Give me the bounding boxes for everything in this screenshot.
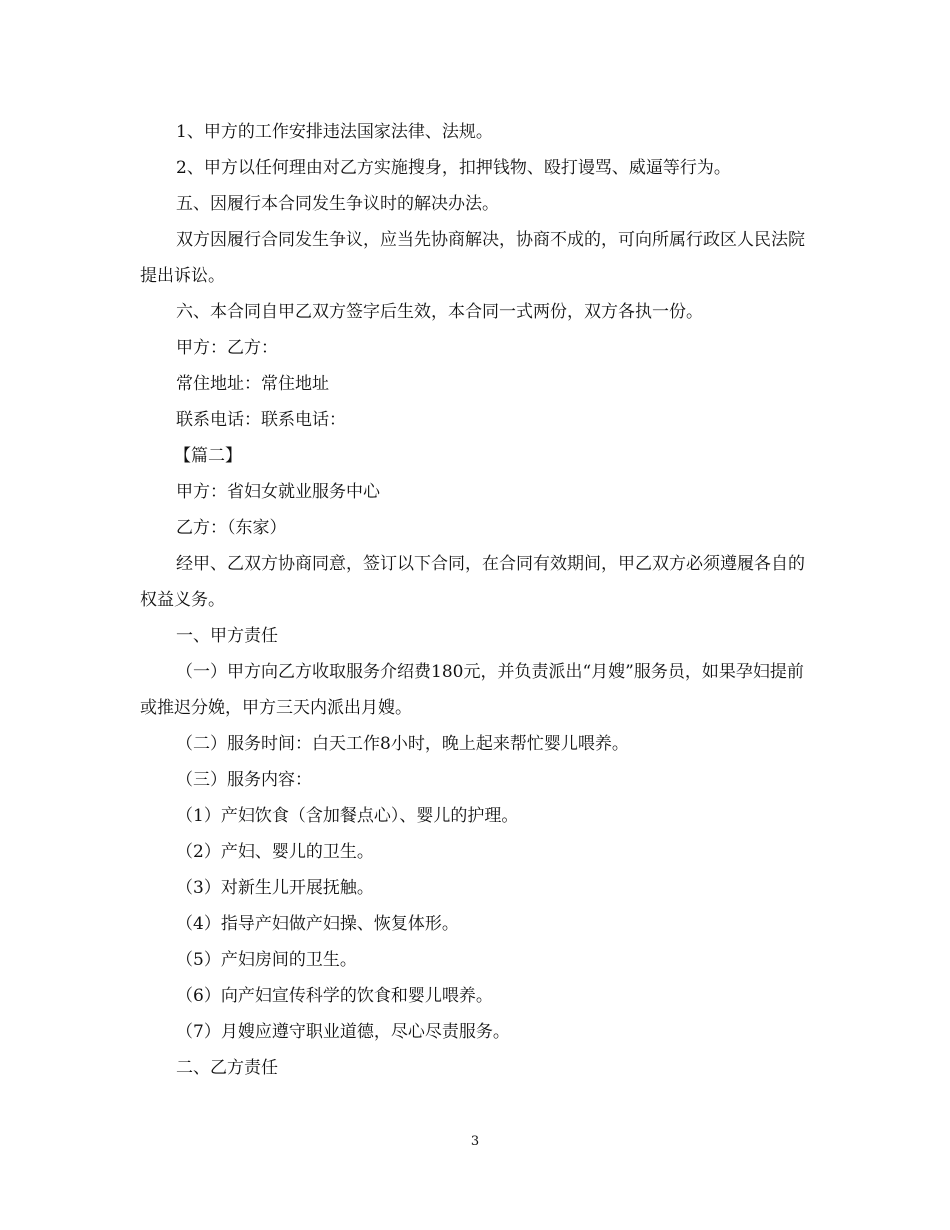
party-b: 乙方：（东家）: [176, 518, 287, 538]
agreement-intro: 经甲、乙双方协商同意，签订以下合同，在合同有效期间，甲乙双方必须遵履各自的权益义务。: [140, 554, 805, 610]
clause-3: （三）服务内容：: [176, 770, 312, 790]
service-item-4: （4）指导产妇做产妇操、恢复体形。: [176, 914, 459, 934]
party-a: 甲方：省妇女就业服务中心: [176, 482, 380, 502]
service-item-1: （1）产妇饮食（含加餐点心）、婴儿的护理。: [176, 806, 519, 826]
service-item-2: （2）产妇、婴儿的卫生。: [176, 842, 374, 862]
service-item-5: （5）产妇房间的卫生。: [176, 950, 357, 970]
part-two-heading: 【篇二】: [174, 446, 242, 466]
page-number: 3: [470, 1134, 480, 1149]
service-item-3: （3）对新生儿开展抚触。: [176, 878, 374, 898]
clause-2: （二）服务时间：白天工作8小时，晚上起来帮忙婴儿喂养。: [176, 734, 629, 754]
clause-1: （一）甲方向乙方收取服务介绍费180元，并负责派出“月嫂”服务员，如果孕妇提前或推迟分娩，甲方三天内派出月嫂。: [140, 662, 804, 718]
paragraph-dispute: 双方因履行合同发生争议，应当先协商解决，协商不成的，可向所属行政区人民法院提出诉讼。: [140, 230, 805, 286]
section-heading-party-b: 二、乙方责任: [176, 1058, 278, 1078]
signature-phone: 联系电话：联系电话：: [176, 410, 346, 430]
section-heading-6: 六、本合同自甲乙双方签字后生效，本合同一式两份，双方各执一份。: [176, 302, 703, 322]
service-item-6: （6）向产妇宣传科学的饮食和婴儿喂养。: [176, 986, 493, 1006]
section-heading-5: 五、因履行本合同发生争议时的解决办法。: [176, 194, 499, 214]
signature-address: 常住地址：常住地址: [176, 374, 329, 394]
signature-parties: 甲方：乙方：: [176, 338, 278, 358]
section-heading-party-a: 一、甲方责任: [176, 626, 278, 646]
service-item-7: （7）月嫂应遵守职业道德，尽心尽责服务。: [176, 1022, 510, 1042]
paragraph-1: 1、甲方的工作安排违法国家法律、法规。: [176, 122, 493, 142]
paragraph-2: 2、甲方以任何理由对乙方实施搜身，扣押钱物、殴打谩骂、威逼等行为。: [176, 158, 731, 178]
document-body: [140, 114, 812, 1086]
